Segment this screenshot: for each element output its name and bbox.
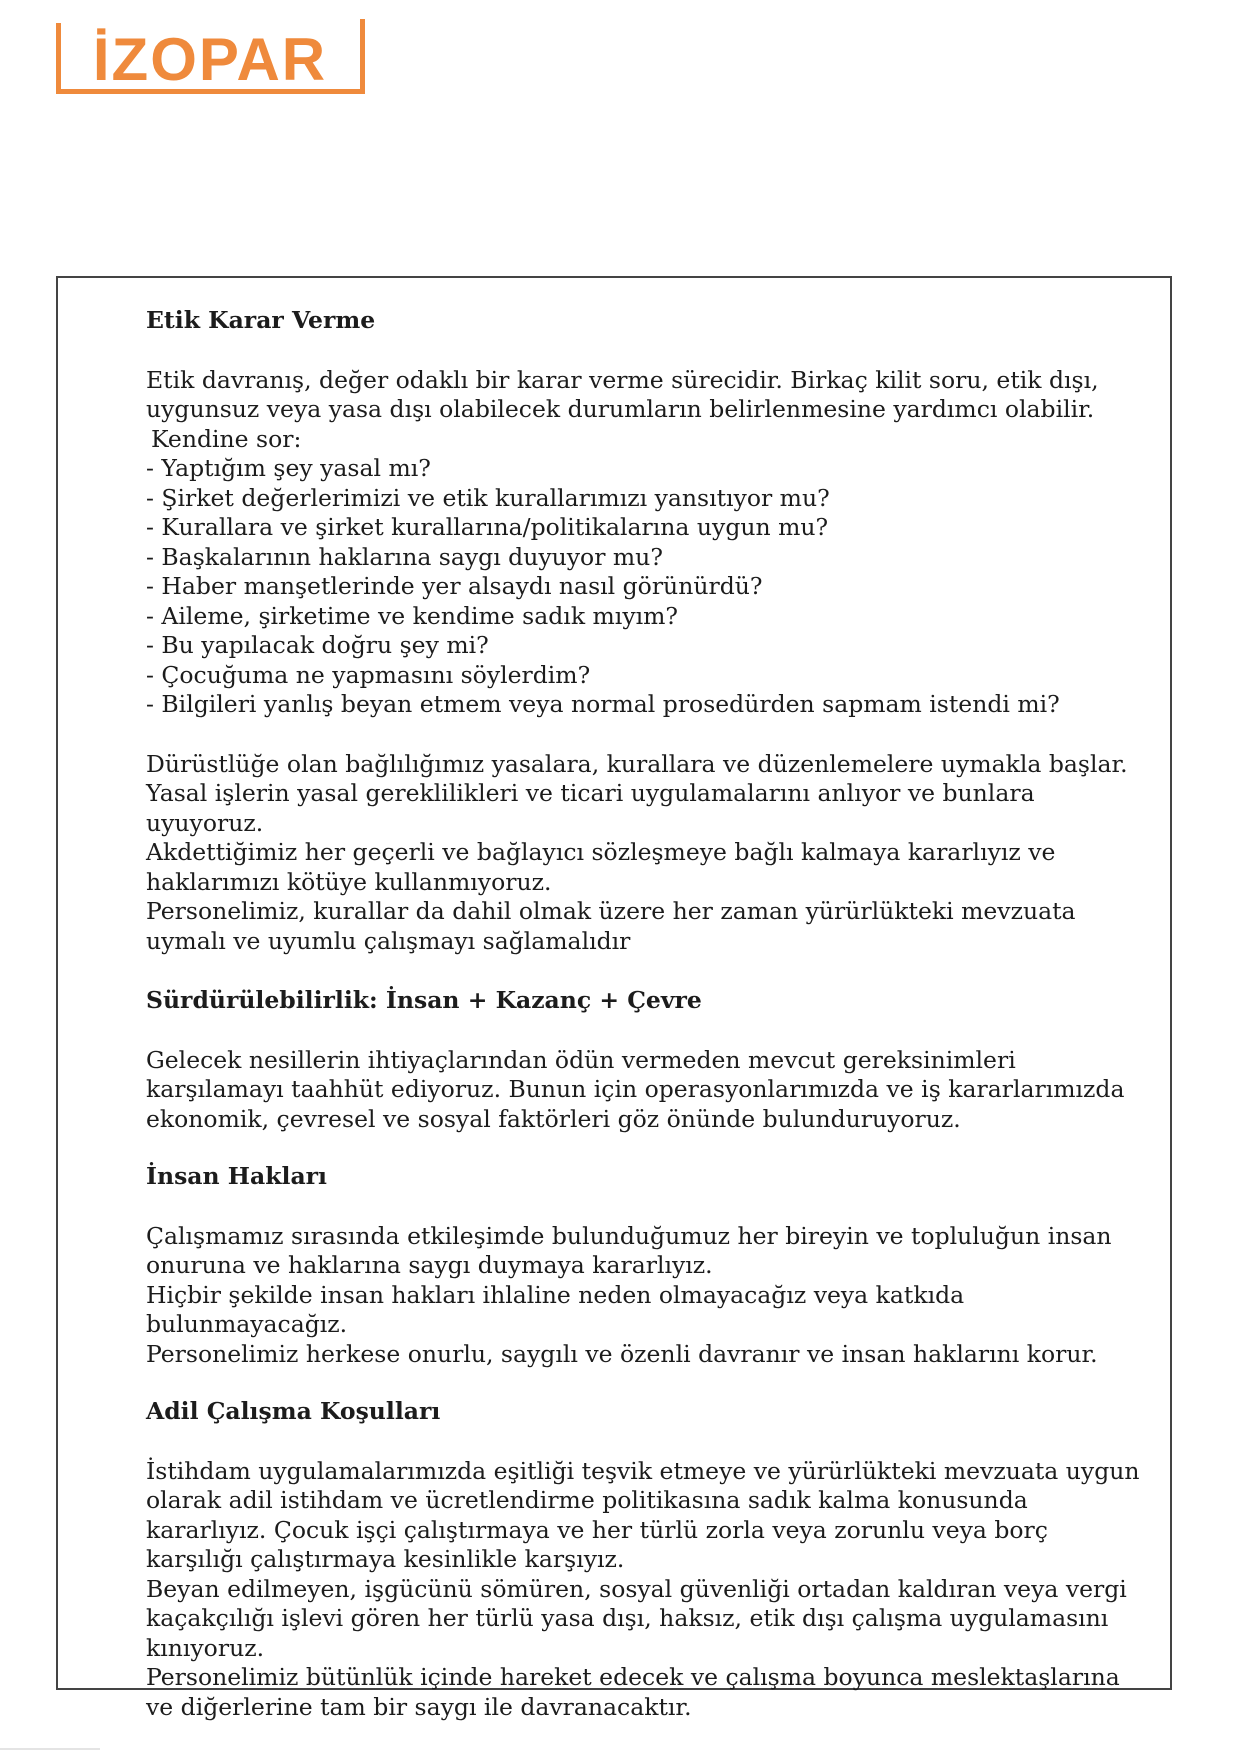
list-item: - Başkalarının haklarına saygı duyuyor mu? [146, 542, 663, 571]
ethics-question-list [146, 454, 1146, 720]
scan-edge-mark [0, 1748, 100, 1750]
list-item: - Kurallara ve şirket kurallarına/politikalarına uygun mu? [146, 513, 829, 541]
heading-etik-karar-verme: Etik Karar Verme [146, 306, 376, 334]
list-item: - Çocuğuma ne yapmasını söylerdim? [146, 660, 591, 689]
list-item: - Yaptığım şey yasal mı? [146, 454, 431, 482]
compliance-paragraph: Personelimiz, kurallar da dahil olmak üzere her zaman yürürlükteki mevzuata uymalı ve uyumlu çalışmayı sağlamalıdır [146, 897, 1076, 955]
human-rights-paragraph-3: Personelimiz herkese onurlu, saygılı ve özenli davranır ve insan haklarını korur. [146, 1339, 1098, 1368]
fair-work-paragraph-2: Beyan edilmeyen, işgücünü sömüren, sosyal güvenliği ortadan kaldıran veya vergi kaçakçılığı işlevi gören her türlü yasa dışı, haksız, etik dışı çalışma uygulamasını kınıyoruz. [146, 1574, 1127, 1662]
contracts-paragraph: Akdettiğimiz her geçerli ve bağlayıcı sözleşmeye bağlı kalmaya kararlıyız ve haklarımızı kötüye kullanmıyoruz. [146, 838, 1056, 896]
heading-surdurulebilirlik: Sürdürülebilirlik: İnsan + Kazanç + Çevre [146, 986, 702, 1014]
heading-insan-haklari: İnsan Hakları [146, 1162, 327, 1190]
content-frame [56, 276, 1172, 1721]
list-item: - Bilgileri yanlış beyan etmem veya normal prosedürden sapmam istendi mi? [146, 690, 1060, 718]
izopar-logo-graphic [56, 19, 365, 95]
list-item: - Haber manşetlerinde yer alsaydı nasıl görünürdü? [146, 572, 763, 600]
integrity-paragraph: Dürüstlüğe olan bağlılığımız yasalara, kurallara ve düzenlemelere uymakla başlar. Yasal işlerin yasal gereklilikleri ve ticari uygulamalarını anlıyor ve bunlara uyuyoruz. [146, 749, 1128, 837]
etik-intro-paragraph: Etik davranış, değer odaklı bir karar verme sürecidir. Birkaç kilit soru, etik dışı, uygunsuz veya yasa dışı olabilecek durumların belirlenmesine yardımcı olabilir. [146, 365, 1099, 423]
heading-adil-calisma: Adil Çalışma Koşulları [146, 1397, 441, 1425]
list-item: - Şirket değerlerimizi ve etik kurallarımızı yansıtıyor mu? [146, 483, 830, 512]
human-rights-paragraph-1: Çalışmamız sırasında etkileşimde bulunduğumuz her bireyin ve topluluğun insan onuruna ve haklarına saygı duymaya kararlıyız. [146, 1221, 1112, 1279]
list-item: - Aileme, şirketime ve kendime sadık mıyım? [146, 601, 678, 630]
sustainability-paragraph: Gelecek nesillerin ihtiyaçlarından ödün vermeden mevcut gereksinimleri karşılamayı taahhüt ediyoruz. Bunun için operasyonlarımızda ve iş kararlarımızda ekonomik, çevresel ve sosyal faktörleri göz önünde bulunduruyoruz. [146, 1045, 1125, 1133]
fair-work-paragraph-3: Personelimiz bütünlük içinde hareket edecek ve çalışma boyunca meslektaşlarına ve diğerlerine tam bir saygı ile davranacaktır. [146, 1663, 1120, 1721]
svg-text:İZOPAR: İZOPAR [92, 26, 328, 93]
list-item: - Bu yapılacak doğru şey mi? [146, 631, 489, 659]
document-body [146, 306, 1146, 1722]
company-logo [56, 19, 365, 95]
fair-work-paragraph-1: İstihdam uygulamalarımızda eşitliği teşvik etmeye ve yürürlükteki mevzuata uygun olarak adil istihdam ve ücretlendirme politikasına sadık kalma konusunda kararlıyız. Çocuk işçi çalıştırmaya ve her türlü zorla veya zorunlu veya borç karşılığı çalıştırmaya kesinlikle karşıyız. [146, 1456, 1140, 1573]
ask-yourself-label: Kendine sor: [151, 424, 302, 453]
human-rights-paragraph-2: Hiçbir şekilde insan hakları ihlaline neden olmayacağız veya katkıda bulunmayacağız. [146, 1280, 965, 1338]
